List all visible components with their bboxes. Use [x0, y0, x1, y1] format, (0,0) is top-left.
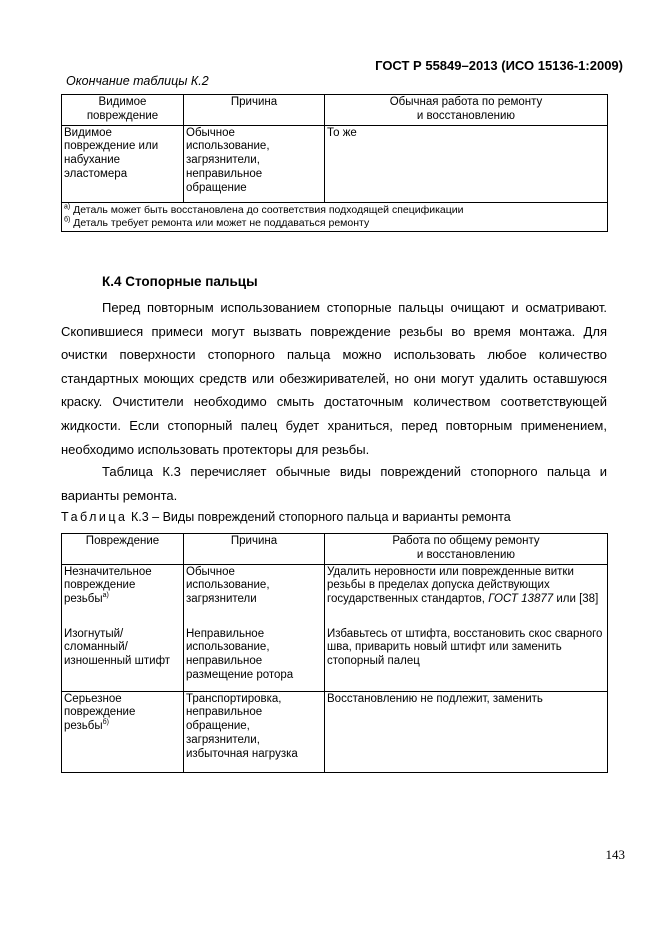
- cell-line: неправильное: [186, 655, 263, 668]
- cell-line: Серьезное: [64, 692, 122, 705]
- cell-cause: [184, 125, 325, 202]
- document-header: ГОСТ Р 55849–2013 (ИСО 15136-1:2009): [375, 58, 623, 73]
- table-header-row: [62, 534, 608, 565]
- table-k3: [61, 533, 608, 773]
- header-line: повреждение: [86, 109, 159, 122]
- cell-line: Обычное: [186, 126, 235, 139]
- column-header: [184, 534, 325, 565]
- action-text: Удалить неровности или поврежденные витки резьбы в пределах допуска действующих государственных стандартов,: [327, 565, 574, 606]
- cell-line: Незначительное: [64, 565, 152, 578]
- column-header: [325, 534, 608, 565]
- cell-damage: [62, 627, 184, 692]
- cell-line: Транспортировка,: [186, 692, 282, 705]
- cell-line: избыточная нагрузка: [186, 747, 298, 760]
- action-text-end: или [38]: [553, 593, 599, 606]
- cell-line: Изогнутый/: [64, 627, 124, 640]
- cell-line: повреждение: [64, 706, 136, 719]
- cell-line: неправильное: [186, 167, 263, 180]
- cell-line: размещение ротора: [186, 668, 294, 681]
- cell-line: неправильное: [186, 706, 263, 719]
- table-row: [62, 627, 608, 692]
- action-text: Избавьтесь от штифта, восстановить скос сварного шва, приварить новый штифт или заменить стопорный палец: [327, 627, 603, 668]
- header-line: Обычная работа по ремонту: [389, 96, 543, 108]
- cell-line: набухание: [64, 154, 121, 167]
- table-k2: [61, 94, 608, 232]
- header-line: Причина: [230, 535, 278, 547]
- footnote-text: Деталь требует ремонта или может не поддаваться ремонту: [73, 216, 370, 229]
- column-header: [62, 95, 184, 126]
- cell-line: эластомера: [64, 167, 128, 180]
- column-header: [184, 95, 325, 126]
- page-number: 143: [605, 847, 625, 862]
- cell-action: [325, 564, 608, 627]
- cell-line: Видимое: [64, 126, 112, 139]
- table-caption-text: К.3 – Виды повреждений стопорного пальца и варианты ремонта: [127, 510, 511, 524]
- cell-cause: [184, 564, 325, 627]
- header-line: Повреждение: [85, 535, 160, 547]
- cell-line: использование,: [186, 641, 270, 654]
- cell-line: повреждение или: [64, 140, 159, 153]
- footnote-mark: а): [102, 592, 109, 600]
- cell-line: обращение: [186, 181, 247, 194]
- footnote-mark: б): [102, 719, 109, 727]
- footnote-text: Деталь может быть восстановлена до соответствия подходящей спецификации: [73, 203, 464, 216]
- cell-line: повреждение: [64, 579, 136, 592]
- cell-action: [325, 691, 608, 772]
- body-paragraph: Таблица К.3 перечисляет обычные виды повреждений стопорного пальца и варианты ремонта.: [61, 464, 607, 503]
- cell-line-text: резьбы: [64, 593, 103, 606]
- column-header: [325, 95, 608, 126]
- footnote: [64, 217, 605, 230]
- table-header-row: [62, 95, 608, 126]
- table-row: [62, 125, 608, 202]
- cell-line: загрязнители,: [186, 733, 260, 746]
- header-line: и восстановлению: [416, 109, 516, 122]
- cell-line: сломанный/: [64, 641, 128, 654]
- cell-action: То же: [325, 125, 608, 202]
- header-line: Видимое: [98, 96, 147, 108]
- cell-line: изношенный штифт: [64, 655, 171, 668]
- cell-cause: [184, 627, 325, 692]
- cell-damage: [62, 125, 184, 202]
- column-header: [62, 534, 184, 565]
- table-caption: [61, 510, 511, 524]
- footnote: [64, 204, 605, 217]
- table-row: [62, 564, 608, 627]
- cell-cause: [184, 691, 325, 772]
- cell-damage: [62, 564, 184, 627]
- header-line: и восстановлению: [416, 548, 516, 561]
- header-line: Работа по общему ремонту: [392, 535, 540, 547]
- body-paragraph: Перед повторным использованием стопорные пальцы очищают и осматривают. Скопившиеся примеси могут вызвать повреждение резьбы во время монтажа. Для очистки поверхности стопорного пальца можно использовать любое количество стандартных моющих средств или обезжиривателей, но они могут удалить оставшуюся краску. Очистители необходимо смыть достаточным количеством соответствующей жидкости. Если стопорный палец будет храниться, перед повторным применением, необходимо использовать протекторы для резьбы.: [61, 300, 607, 457]
- cell-line: использование,: [186, 579, 270, 592]
- cell-action: [325, 627, 608, 692]
- cell-line: загрязнители: [186, 593, 257, 606]
- footnote-row: [62, 202, 608, 231]
- table-caption-prefix: Таблица: [61, 510, 128, 524]
- cell-line: использование,: [186, 140, 270, 153]
- footnote-mark: а): [64, 203, 71, 211]
- footnote-mark: б): [64, 216, 71, 224]
- table-row: [62, 691, 608, 772]
- action-text: Восстановлению не подлежит, заменить: [327, 692, 543, 705]
- table-continuation-caption: Окончание таблицы К.2: [66, 74, 209, 88]
- cell-line-text: резьбы: [64, 720, 103, 733]
- table-footnotes: [62, 202, 608, 231]
- cell-line: Неправильное: [186, 627, 265, 640]
- section-heading: К.4 Стопорные пальцы: [102, 274, 258, 289]
- cell-damage: [62, 691, 184, 772]
- cell-line: [64, 593, 181, 607]
- cell-line: загрязнители,: [186, 154, 260, 167]
- standard-reference: ГОСТ 13877: [488, 593, 554, 606]
- cell-line: обращение,: [186, 720, 250, 733]
- cell-line: [64, 720, 181, 734]
- header-line: Причина: [230, 96, 278, 108]
- cell-line: Обычное: [186, 565, 235, 578]
